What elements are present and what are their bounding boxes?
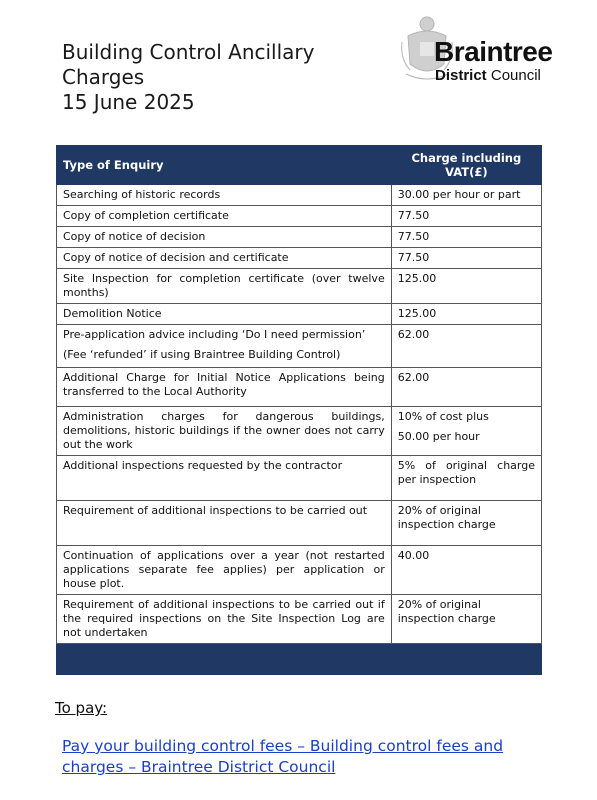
charge-line: 50.00 per hour	[397, 430, 480, 443]
header-type-of-enquiry: Type of Enquiry	[57, 146, 392, 185]
charge-cell: 62.00	[391, 325, 541, 368]
enquiry-cell: Demolition Notice	[57, 304, 392, 325]
charge-cell: 77.50	[391, 227, 541, 248]
table-row	[57, 304, 542, 325]
table-row	[57, 501, 542, 546]
charge-line: 10% of cost plus	[397, 410, 489, 423]
enquiry-cell: Additional Charge for Initial Notice Applications being transferred to the Local Authority	[57, 368, 392, 407]
footer-cell	[57, 644, 392, 675]
council-logo	[398, 14, 568, 89]
charges-table	[56, 145, 542, 675]
to-pay-heading: To pay:	[55, 699, 108, 717]
charge-cell: 77.50	[391, 206, 541, 227]
table-row	[57, 206, 542, 227]
enquiry-cell: Administration charges for dangerous buildings, demolitions, historic buildings if the owner does not carry out the work	[57, 407, 392, 456]
pay-fees-link[interactable]: Pay your building control fees – Building control fees and charges – Braintree District Council	[62, 737, 504, 776]
enquiry-cell: Copy of notice of decision and certificate	[57, 248, 392, 269]
enquiry-cell: Requirement of additional inspections to be carried out if the required inspections on the Site Inspection Log are not undertaken	[57, 595, 392, 644]
table-row	[57, 368, 542, 407]
charge-cell: 40.00	[391, 546, 541, 595]
table-row	[57, 269, 542, 304]
table-row	[57, 595, 542, 644]
charge-cell	[391, 407, 541, 456]
document-title	[62, 40, 314, 115]
table-footer-row	[57, 644, 542, 675]
footer-cell	[391, 644, 541, 675]
table-row	[57, 546, 542, 595]
logo-name-braintree: Braintree	[434, 36, 553, 67]
charge-cell: 30.00 per hour or part	[391, 185, 541, 206]
enquiry-line: Pre-application advice including ‘Do I need permission’	[63, 328, 366, 341]
enquiry-cell: Continuation of applications over a year (not restarted applications separate fee applies) per application or house plot.	[57, 546, 392, 595]
charge-cell: 20% of original inspection charge	[391, 501, 541, 546]
table-row	[57, 248, 542, 269]
charge-cell: 20% of original inspection charge	[391, 595, 541, 644]
charge-cell: 125.00	[391, 269, 541, 304]
enquiry-cell: Requirement of additional inspections to be carried out	[57, 501, 392, 546]
charge-cell: 62.00	[391, 368, 541, 407]
title-date: 15 June 2025	[62, 90, 195, 114]
enquiry-cell: Searching of historic records	[57, 185, 392, 206]
table-row	[57, 456, 542, 501]
charge-cell: 77.50	[391, 248, 541, 269]
charge-cell: 125.00	[391, 304, 541, 325]
enquiry-cell	[57, 325, 392, 368]
charge-cell: 5% of original charge per inspection	[391, 456, 541, 501]
table-row	[57, 227, 542, 248]
logo-name-district-council: District Council	[435, 67, 541, 84]
table-header-row	[57, 146, 542, 185]
enquiry-cell: Copy of completion certificate	[57, 206, 392, 227]
enquiry-cell: Additional inspections requested by the contractor	[57, 456, 392, 501]
enquiry-cell: Copy of notice of decision	[57, 227, 392, 248]
enquiry-cell: Site Inspection for completion certificate (over twelve months)	[57, 269, 392, 304]
title-line-2: Charges	[62, 65, 145, 89]
header-charge: Charge including VAT(£)	[391, 146, 541, 185]
table-row	[57, 407, 542, 456]
table-row	[57, 185, 542, 206]
table-row	[57, 325, 542, 368]
title-line-1: Building Control Ancillary	[62, 40, 315, 64]
enquiry-line: (Fee ‘refunded’ if using Braintree Building Control)	[63, 348, 341, 361]
